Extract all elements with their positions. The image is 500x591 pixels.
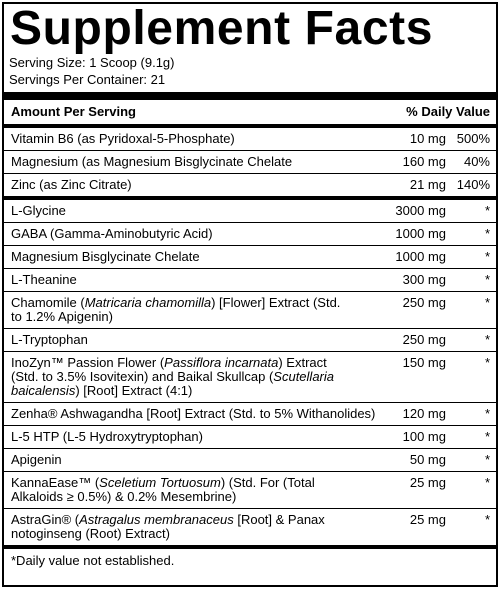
nutrient-name: Magnesium (as Magnesium Bisglycinate Chelate — [11, 154, 293, 169]
ingredient-name: Chamomile (Matricaria chamomilla) [Flower] Extract (Std. to 1.2% Apigenin) — [11, 295, 341, 324]
ingredient-amount: 50 mg — [409, 452, 446, 467]
ingredient-amount: 120 mg — [402, 406, 446, 421]
nutrient-row-zinc — [4, 174, 496, 196]
ingredient-amount: 1000 mg — [395, 226, 446, 241]
nutrient-name: Vitamin B6 (as Pyridoxal-5-Phosphate) — [11, 131, 235, 146]
ingredient-amount: 25 mg — [409, 475, 446, 490]
ingredient-dv: * — [484, 406, 490, 421]
daily-value-header: % Daily Value — [406, 104, 490, 119]
ingredient-name: L-Glycine — [11, 203, 66, 218]
nutrient-dv: 500% — [456, 131, 490, 146]
ingredient-amount: 300 mg — [402, 272, 446, 287]
ingredient-dv: * — [484, 203, 490, 218]
ingredient-amount: 25 mg — [409, 512, 446, 527]
ingredient-name: InoZyn™ Passion Flower (Passiflora incarnata) Extract (Std. to 3.5% Isovitexin) and Baikal Skullcap (Scutellaria baicalensis) [Root] Extract (4:1) — [11, 355, 334, 398]
divider-thick — [4, 92, 496, 100]
ingredient-amount: 250 mg — [402, 295, 446, 310]
ingredient-row-l-glycine — [4, 200, 496, 222]
amount-per-serving-header: Amount Per Serving — [11, 104, 136, 119]
ingredient-amount: 150 mg — [402, 355, 446, 370]
ingredient-name: Magnesium Bisglycinate Chelate — [11, 249, 200, 264]
ingredient-name: L-5 HTP (L-5 Hydroxytryptophan) — [11, 429, 203, 444]
ingredient-row-kannaease — [4, 472, 496, 508]
ingredient-dv: * — [484, 332, 490, 347]
panel-title: Supplement Facts — [10, 2, 434, 55]
ingredient-dv: * — [484, 226, 490, 241]
supplement-facts-panel — [2, 2, 498, 587]
ingredient-dv: * — [484, 249, 490, 264]
ingredient-dv: * — [484, 355, 490, 370]
footnote: *Daily value not established. — [11, 553, 175, 568]
ingredient-dv: * — [484, 295, 490, 310]
ingredient-row-apigenin — [4, 449, 496, 471]
ingredient-amount: 3000 mg — [395, 203, 446, 218]
ingredient-row-magnesium-bisglycinate — [4, 246, 496, 268]
nutrient-amount: 21 mg — [409, 177, 446, 192]
ingredient-dv: * — [484, 272, 490, 287]
ingredient-name: AstraGin® (Astragalus membranaceus [Root] & Panax notoginseng (Root) Extract) — [11, 512, 325, 541]
ingredient-dv: * — [484, 452, 490, 467]
ingredient-name: Apigenin — [11, 452, 62, 467]
ingredient-dv: * — [484, 512, 490, 527]
nutrient-name: Zinc (as Zinc Citrate) — [11, 177, 132, 192]
nutrient-row-magnesium — [4, 151, 496, 173]
ingredient-amount: 1000 mg — [395, 249, 446, 264]
nutrient-amount: 160 mg — [402, 154, 446, 169]
ingredient-amount: 100 mg — [402, 429, 446, 444]
ingredient-amount: 250 mg — [402, 332, 446, 347]
ingredient-dv: * — [484, 475, 490, 490]
ingredient-row-chamomile — [4, 292, 496, 328]
ingredient-name: Zenha® Ashwagandha [Root] Extract (Std. to 5% Withanolides) — [11, 406, 376, 421]
ingredient-dv: * — [484, 429, 490, 444]
nutrient-dv: 40% — [463, 154, 490, 169]
serving-size: Serving Size: 1 Scoop (9.1g) — [9, 55, 175, 70]
ingredient-row-l-theanine — [4, 269, 496, 291]
nutrient-row-vitamin-b6 — [4, 128, 496, 150]
ingredient-row-inozyn — [4, 352, 496, 402]
ingredient-row-astragin — [4, 509, 496, 545]
nutrient-amount: 10 mg — [409, 131, 446, 146]
ingredient-row-gaba — [4, 223, 496, 245]
ingredient-name: GABA (Gamma-Aminobutyric Acid) — [11, 226, 213, 241]
ingredient-row-l-5-htp — [4, 426, 496, 448]
column-header — [4, 100, 496, 124]
ingredient-name: L-Theanine — [11, 272, 77, 287]
ingredient-name: KannaEase™ (Sceletium Tortuosum) (Std. For (Total Alkaloids ≥ 0.5%) & 0.2% Mesembrine) — [11, 475, 315, 504]
servings-per-container: Servings Per Container: 21 — [9, 72, 166, 87]
nutrient-dv: 140% — [456, 177, 490, 192]
ingredient-name: L-Tryptophan — [11, 332, 88, 347]
ingredient-row-zenha — [4, 403, 496, 425]
ingredient-row-l-tryptophan — [4, 329, 496, 351]
